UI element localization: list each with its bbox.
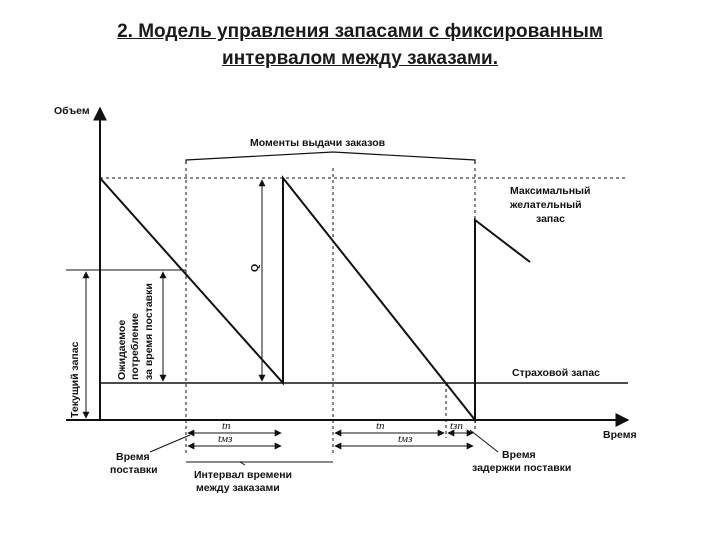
- interval-label-1: Интервал времени: [194, 469, 293, 481]
- max-stock-label-1: Максимальный: [510, 185, 591, 197]
- delivery-time-label-2: поставки: [110, 464, 158, 476]
- tzp-label: tзп: [450, 420, 463, 432]
- delivery-time-label-1: Время: [116, 451, 150, 463]
- delay-leader: [470, 430, 498, 452]
- delay-label-1: Время: [502, 449, 536, 461]
- interval-label-2: между заказами: [196, 482, 280, 494]
- tmz-label-2: tмз: [398, 433, 413, 445]
- title-line-2: интервалом между заказами.: [222, 48, 498, 69]
- safety-stock-label: Страховой запас: [512, 367, 601, 379]
- order-moments-label: Моменты выдачи заказов: [250, 137, 386, 149]
- order-moments-bracket: [186, 152, 475, 164]
- tp-label-1: tп: [222, 420, 231, 432]
- tmz-label-1: tмз: [218, 433, 233, 445]
- title-line-1: 2. Модель управления запасами с фиксированным: [117, 21, 603, 42]
- expected-consumption-line-2: потребление: [129, 313, 141, 380]
- max-stock-label-2: желательный: [510, 199, 582, 211]
- delay-label-2: задержки поставки: [472, 462, 572, 474]
- expected-consumption-line-1: Ожидаемое: [116, 319, 128, 380]
- max-stock-label-3: запас: [536, 213, 565, 225]
- y-axis-label: Объем: [54, 105, 90, 117]
- x-axis-label: Время: [603, 429, 637, 441]
- expected-consumption-line-3: за время поставки: [143, 283, 155, 380]
- current-stock-label: Текущий запас: [69, 341, 81, 418]
- q-label: Q: [249, 263, 261, 272]
- delivery-time-leader: [150, 435, 190, 452]
- tp-label-2: tп: [376, 420, 385, 432]
